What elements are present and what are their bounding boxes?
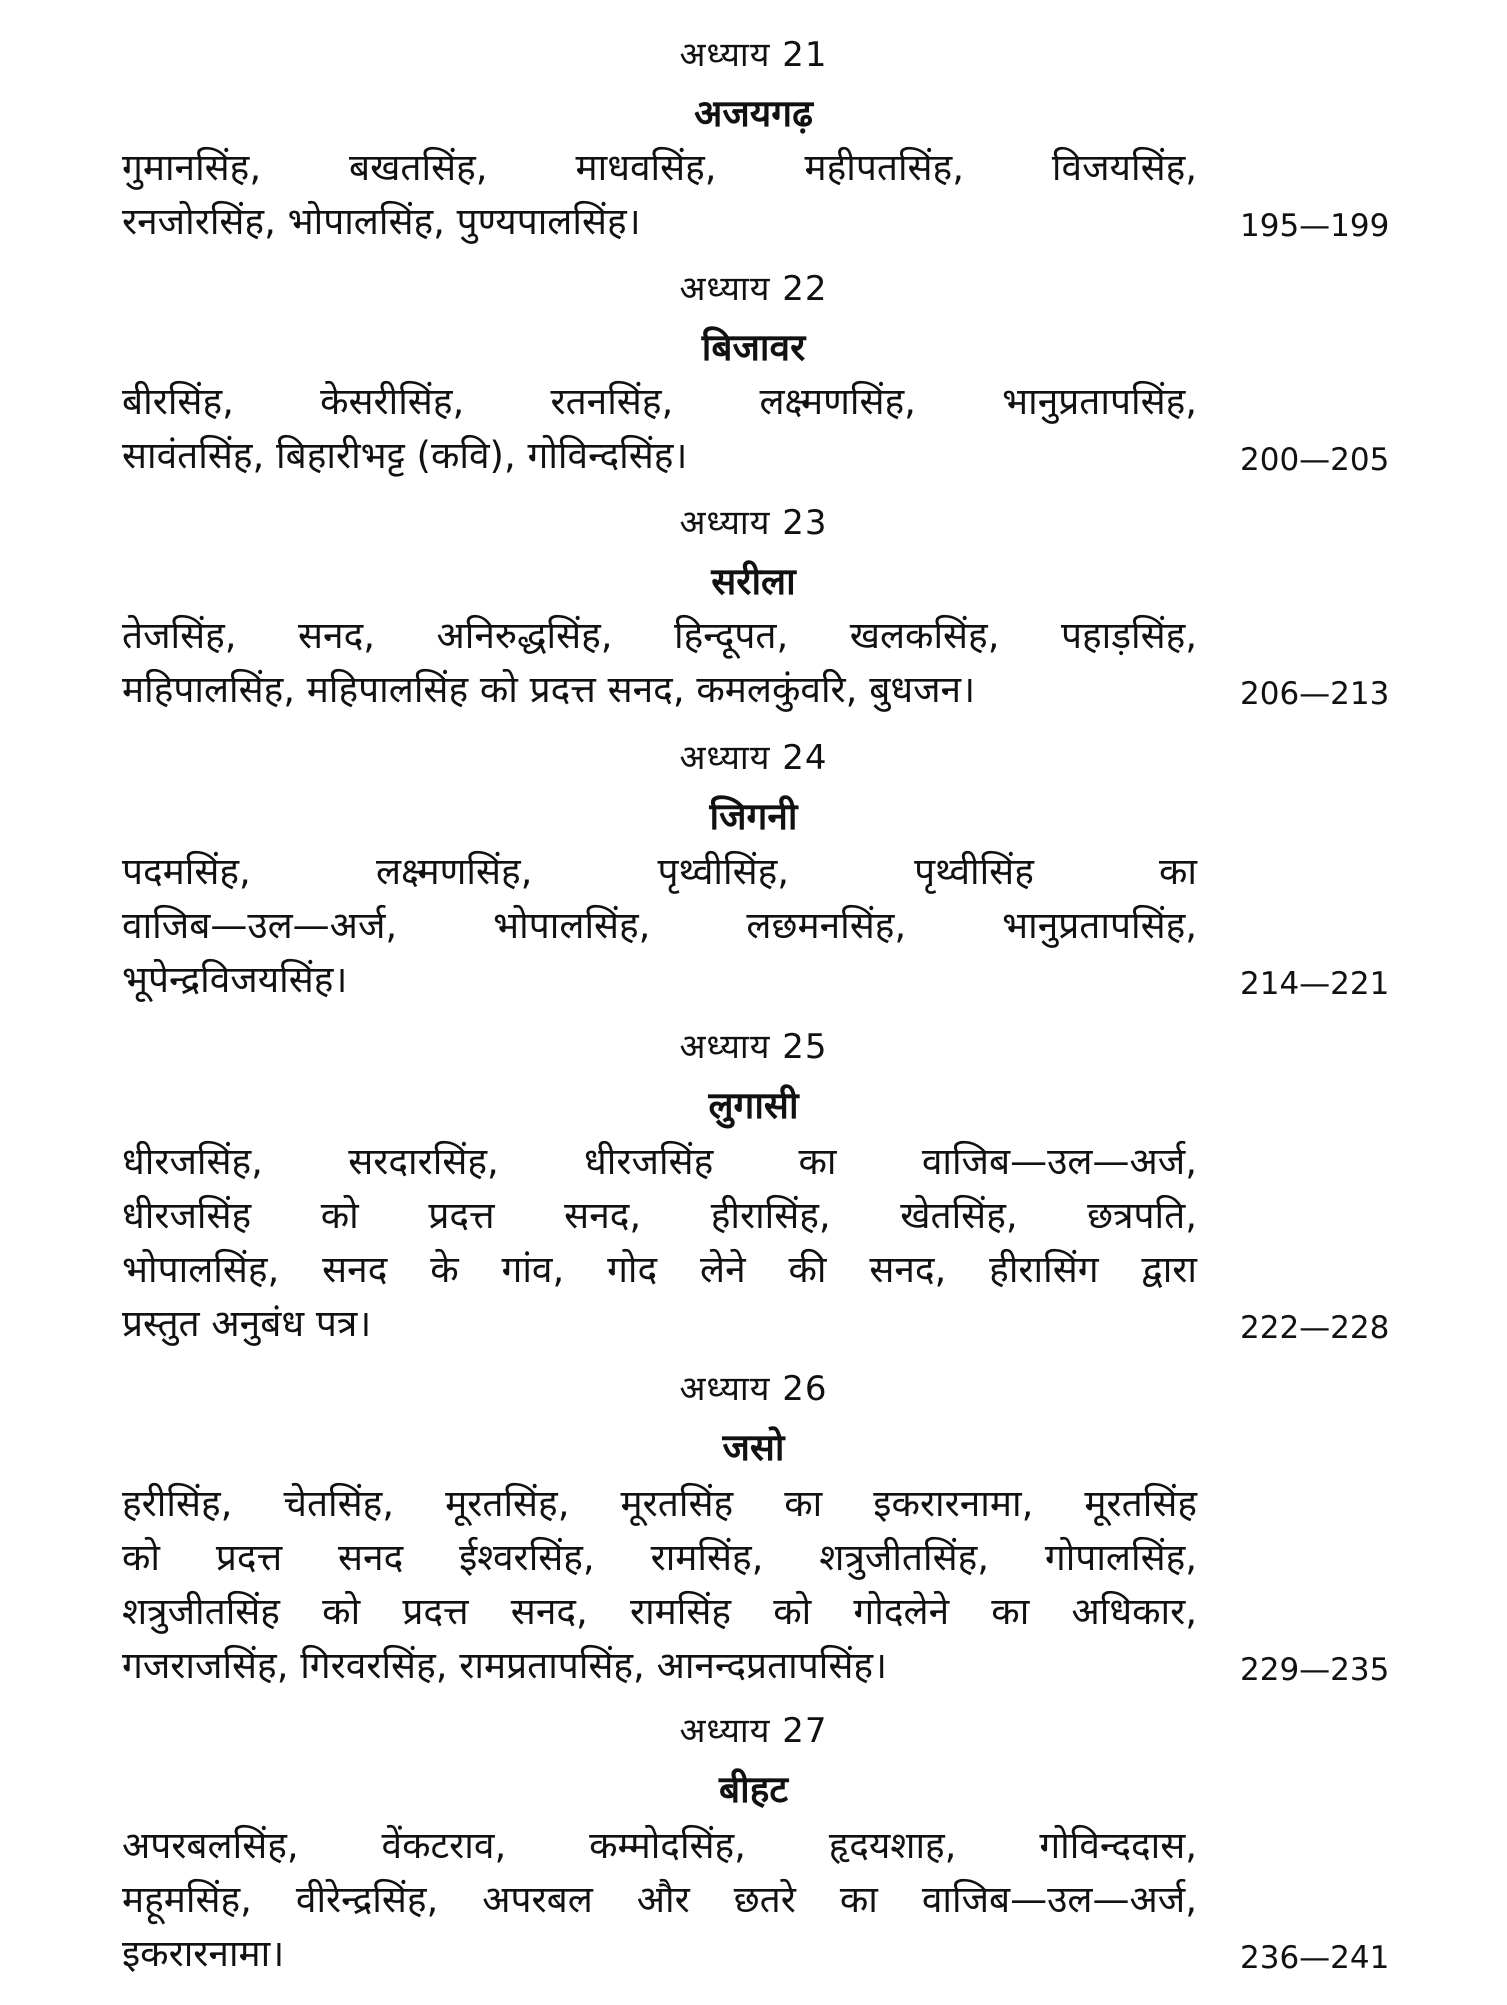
entry-line: महूमसिंह, वीरेन्द्रसिंह, अपरबल और छतरे का वाजिब—उल—अर्ज, (122, 1878, 1197, 1921)
entry-line: अपरबलसिंह, वेंकटराव, कम्मोदसिंह, हृदयशाह, गोविन्ददास, (122, 1824, 1197, 1867)
entry-line: को प्रदत्त सनद ईश्वरसिंह, रामसिंह, शत्रुजीतसिंह, गोपालसिंह, (122, 1536, 1197, 1579)
entry-line: रनजोरसिंह, भोपालसिंह, पुण्यपालसिंह। (122, 200, 641, 243)
chapter-label: अध्याय 25 (679, 1027, 828, 1067)
entry-line: हरीसिंह, चेतसिंह, मूरतसिंह, मूरतसिंह का इकरारनामा, मूरतसिंह (122, 1482, 1197, 1525)
entry-line: महिपालसिंह, महिपालसिंह को प्रदत्त सनद, कमलकुंवरि, बुधजन। (122, 668, 976, 711)
entry-line: भूपेन्द्रविजयसिंह। (122, 958, 348, 1001)
page-range: 236—241 (1240, 1940, 1390, 1976)
chapter-title: जसो (722, 1426, 785, 1469)
chapter-title: लुगासी (708, 1084, 799, 1127)
chapter-label: अध्याय 24 (679, 738, 828, 778)
entry-line: प्रस्तुत अनुबंध पत्र। (122, 1302, 372, 1345)
entry-line: पदमसिंह, लक्ष्मणसिंह, पृथ्वीसिंह, पृथ्वीसिंह का (122, 850, 1197, 893)
page-range: 214—221 (1240, 966, 1390, 1002)
entry-line: इकरारनामा। (122, 1932, 285, 1975)
entry-line: धीरजसिंह को प्रदत्त सनद, हीरासिंह, खेतसिंह, छत्रपति, (122, 1194, 1197, 1237)
chapter-label: अध्याय 21 (679, 35, 828, 75)
entry-line: तेजसिंह, सनद, अनिरुद्धसिंह, हिन्दूपत, खलकसिंह, पहाड़सिंह, (122, 614, 1197, 657)
chapter-label: अध्याय 22 (679, 269, 828, 309)
entry-line: गजराजसिंह, गिरवरसिंह, रामप्रतापसिंह, आनन्दप्रतापसिंह। (122, 1644, 888, 1687)
chapter-title: जिगनी (709, 795, 798, 838)
entry-line: धीरजसिंह, सरदारसिंह, धीरजसिंह का वाजिब—उल—अर्ज, (122, 1140, 1197, 1183)
entry-line: भोपालसिंह, सनद के गांव, गोद लेने की सनद, हीरासिंग द्वारा (122, 1248, 1197, 1291)
chapter-title: अजयगढ़ (694, 92, 813, 135)
chapter-label: अध्याय 26 (679, 1369, 828, 1409)
chapter-label: अध्याय 23 (679, 503, 828, 543)
entry-line: शत्रुजीतसिंह को प्रदत्त सनद, रामसिंह को गोदलेने का अधिकार, (122, 1590, 1197, 1633)
chapter-title: बीहट (718, 1768, 788, 1811)
page-range: 206—213 (1240, 676, 1390, 712)
chapter-title: सरीला (711, 560, 796, 603)
page-range: 222—228 (1240, 1310, 1390, 1346)
entry-line: सावंतसिंह, बिहारीभट्ट (कवि), गोविन्दसिंह। (122, 434, 688, 477)
entry-line: वाजिब—उल—अर्ज, भोपालसिंह, लछमनसिंह, भानुप्रतापसिंह, (122, 904, 1197, 947)
entry-line: बीरसिंह, केसरीसिंह, रतनसिंह, लक्ष्मणसिंह, भानुप्रतापसिंह, (122, 380, 1197, 423)
chapter-label: अध्याय 27 (679, 1711, 828, 1751)
page-range: 200—205 (1240, 442, 1390, 478)
entry-line: गुमानसिंह, बखतसिंह, माधवसिंह, महीपतसिंह, विजयसिंह, (122, 146, 1197, 189)
chapter-title: बिजावर (701, 326, 806, 369)
page-range: 229—235 (1240, 1652, 1390, 1688)
page-range: 195—199 (1240, 208, 1390, 244)
